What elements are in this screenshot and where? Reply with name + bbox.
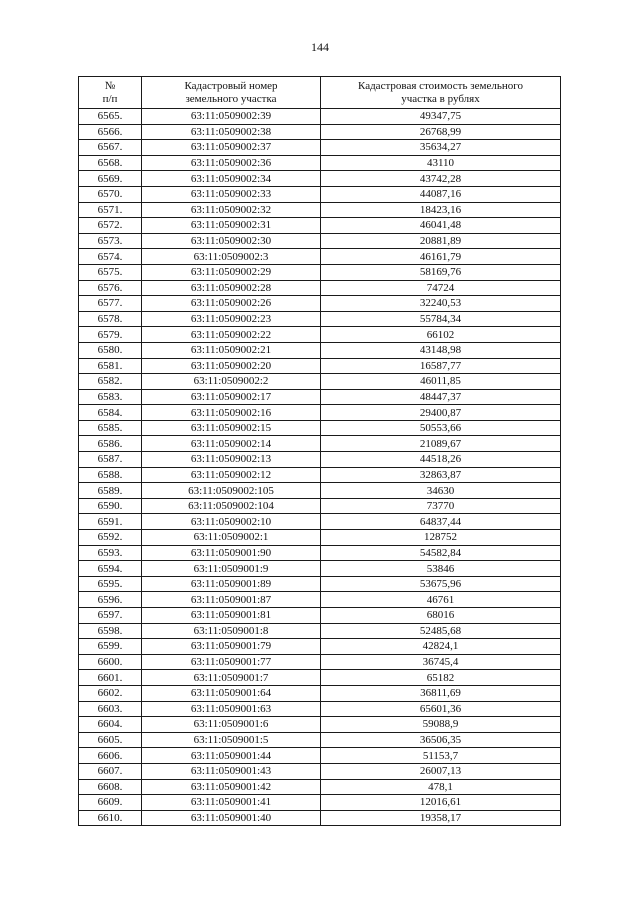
table-row	[79, 561, 561, 577]
row-number-cell: 6567.	[79, 140, 142, 156]
table-row	[79, 717, 561, 733]
row-number-cell: 6583.	[79, 389, 142, 405]
cadastral-value-cell: 48447,37	[321, 389, 561, 405]
cadastral-value-cell: 46041,48	[321, 218, 561, 234]
cadastral-number-cell: 63:11:0509002:29	[142, 264, 321, 280]
cadastral-number-cell: 63:11:0509002:26	[142, 296, 321, 312]
table-row	[79, 124, 561, 140]
table-row	[79, 186, 561, 202]
cadastral-value-cell: 21089,67	[321, 436, 561, 452]
cadastral-value-cell: 49347,75	[321, 109, 561, 125]
table-row	[79, 654, 561, 670]
table-row	[79, 109, 561, 125]
table-row	[79, 358, 561, 374]
table-row	[79, 140, 561, 156]
row-number-cell: 6568.	[79, 155, 142, 171]
cadastral-number-cell: 63:11:0509001:81	[142, 608, 321, 624]
cadastral-value-cell: 478,1	[321, 779, 561, 795]
cadastral-value-cell: 32863,87	[321, 467, 561, 483]
table-row	[79, 374, 561, 390]
table-row	[79, 748, 561, 764]
cadastral-value-cell: 32240,53	[321, 296, 561, 312]
table-row	[79, 670, 561, 686]
table-row	[79, 779, 561, 795]
cadastral-number-cell: 63:11:0509002:34	[142, 171, 321, 187]
row-number-cell: 6592.	[79, 530, 142, 546]
cadastral-value-cell: 42824,1	[321, 639, 561, 655]
cadastral-value-cell: 44518,26	[321, 452, 561, 468]
cadastral-number-cell: 63:11:0509001:77	[142, 654, 321, 670]
table-row	[79, 218, 561, 234]
cadastral-number-cell: 63:11:0509002:13	[142, 452, 321, 468]
cadastral-number-cell: 63:11:0509002:17	[142, 389, 321, 405]
cadastral-value-cell: 46161,79	[321, 249, 561, 265]
cadastral-number-cell: 63:11:0509002:104	[142, 498, 321, 514]
cadastral-number-cell: 63:11:0509001:40	[142, 810, 321, 826]
row-number-cell: 6594.	[79, 561, 142, 577]
row-number-cell: 6598.	[79, 623, 142, 639]
table-row	[79, 592, 561, 608]
header-cadastral-number-line2: земельного участка	[185, 92, 277, 105]
cadastral-value-cell: 65182	[321, 670, 561, 686]
row-number-cell: 6593.	[79, 545, 142, 561]
row-number-cell: 6595.	[79, 576, 142, 592]
row-number-cell: 6603.	[79, 701, 142, 717]
cadastral-number-cell: 63:11:0509002:31	[142, 218, 321, 234]
cadastral-number-cell: 63:11:0509001:42	[142, 779, 321, 795]
cadastral-number-cell: 63:11:0509002:2	[142, 374, 321, 390]
table-row	[79, 810, 561, 826]
row-number-cell: 6601.	[79, 670, 142, 686]
table-row	[79, 467, 561, 483]
cadastral-value-cell: 53675,96	[321, 576, 561, 592]
cadastral-number-cell: 63:11:0509001:44	[142, 748, 321, 764]
cadastral-value-cell: 51153,7	[321, 748, 561, 764]
row-number-cell: 6578.	[79, 311, 142, 327]
cadastral-number-cell: 63:11:0509001:87	[142, 592, 321, 608]
page-number: 144	[311, 40, 329, 54]
table-row	[79, 296, 561, 312]
cadastral-number-cell: 63:11:0509001:8	[142, 623, 321, 639]
table-row	[79, 530, 561, 546]
header-cadastral-value-line2: участка в рублях	[401, 92, 480, 105]
row-number-cell: 6585.	[79, 420, 142, 436]
cadastral-number-cell: 63:11:0509002:39	[142, 109, 321, 125]
table-header-row	[79, 77, 561, 109]
header-row-number-line1: №	[104, 79, 116, 92]
cadastral-number-cell: 63:11:0509002:38	[142, 124, 321, 140]
header-cadastral-value-line1: Кадастровая стоимость земельного	[358, 79, 523, 92]
row-number-cell: 6607.	[79, 763, 142, 779]
cadastral-number-cell: 63:11:0509001:9	[142, 561, 321, 577]
cadastral-value-cell: 16587,77	[321, 358, 561, 374]
cadastral-value-cell: 34630	[321, 483, 561, 499]
cadastral-value-cell: 43148,98	[321, 342, 561, 358]
table-row	[79, 249, 561, 265]
cadastral-value-cell: 44087,16	[321, 186, 561, 202]
cadastral-value-cell: 46761	[321, 592, 561, 608]
cadastral-number-cell: 63:11:0509001:7	[142, 670, 321, 686]
row-number-cell: 6574.	[79, 249, 142, 265]
cadastral-value-cell: 54582,84	[321, 545, 561, 561]
cadastral-value-table	[78, 76, 561, 826]
cadastral-number-cell: 63:11:0509001:5	[142, 732, 321, 748]
cadastral-number-cell: 63:11:0509001:6	[142, 717, 321, 733]
row-number-cell: 6565.	[79, 109, 142, 125]
row-number-cell: 6602.	[79, 685, 142, 701]
row-number-cell: 6600.	[79, 654, 142, 670]
row-number-cell: 6566.	[79, 124, 142, 140]
cadastral-value-cell: 128752	[321, 530, 561, 546]
cadastral-number-cell: 63:11:0509002:22	[142, 327, 321, 343]
cadastral-value-cell: 52485,68	[321, 623, 561, 639]
row-number-cell: 6596.	[79, 592, 142, 608]
row-number-cell: 6572.	[79, 218, 142, 234]
row-number-cell: 6586.	[79, 436, 142, 452]
cadastral-value-cell: 58169,76	[321, 264, 561, 280]
cadastral-value-cell: 55784,34	[321, 311, 561, 327]
row-number-cell: 6580.	[79, 342, 142, 358]
row-number-cell: 6599.	[79, 639, 142, 655]
row-number-cell: 6571.	[79, 202, 142, 218]
cadastral-number-cell: 63:11:0509002:33	[142, 186, 321, 202]
table-row	[79, 576, 561, 592]
header-row-number-line2: п/п	[102, 92, 118, 105]
cadastral-value-cell: 66102	[321, 327, 561, 343]
row-number-cell: 6575.	[79, 264, 142, 280]
row-number-cell: 6590.	[79, 498, 142, 514]
table-row	[79, 701, 561, 717]
cadastral-value-cell: 26768,99	[321, 124, 561, 140]
header-row-number	[79, 77, 142, 109]
table-row	[79, 311, 561, 327]
table-row	[79, 171, 561, 187]
cadastral-value-cell: 74724	[321, 280, 561, 296]
cadastral-value-cell: 68016	[321, 608, 561, 624]
cadastral-number-cell: 63:11:0509001:43	[142, 763, 321, 779]
table-row	[79, 420, 561, 436]
cadastral-value-cell: 73770	[321, 498, 561, 514]
table-row	[79, 280, 561, 296]
row-number-cell: 6609.	[79, 795, 142, 811]
header-cadastral-number	[142, 77, 321, 109]
cadastral-value-cell: 12016,61	[321, 795, 561, 811]
row-number-cell: 6606.	[79, 748, 142, 764]
row-number-cell: 6584.	[79, 405, 142, 421]
cadastral-number-cell: 63:11:0509002:37	[142, 140, 321, 156]
cadastral-number-cell: 63:11:0509001:90	[142, 545, 321, 561]
table-row	[79, 795, 561, 811]
row-number-cell: 6589.	[79, 483, 142, 499]
cadastral-number-cell: 63:11:0509002:12	[142, 467, 321, 483]
row-number-cell: 6605.	[79, 732, 142, 748]
table-row	[79, 327, 561, 343]
cadastral-number-cell: 63:11:0509002:16	[142, 405, 321, 421]
row-number-cell: 6591.	[79, 514, 142, 530]
table-row	[79, 732, 561, 748]
table-row	[79, 623, 561, 639]
cadastral-number-cell: 63:11:0509002:30	[142, 233, 321, 249]
cadastral-value-cell: 43742,28	[321, 171, 561, 187]
cadastral-number-cell: 63:11:0509001:63	[142, 701, 321, 717]
table-body	[79, 109, 561, 826]
row-number-cell: 6604.	[79, 717, 142, 733]
cadastral-value-cell: 43110	[321, 155, 561, 171]
table-row	[79, 155, 561, 171]
cadastral-value-cell: 64837,44	[321, 514, 561, 530]
table-row	[79, 264, 561, 280]
table-row	[79, 483, 561, 499]
table-row	[79, 342, 561, 358]
row-number-cell: 6581.	[79, 358, 142, 374]
cadastral-number-cell: 63:11:0509002:20	[142, 358, 321, 374]
table-row	[79, 685, 561, 701]
cadastral-value-cell: 36745,4	[321, 654, 561, 670]
cadastral-number-cell: 63:11:0509002:1	[142, 530, 321, 546]
row-number-cell: 6597.	[79, 608, 142, 624]
cadastral-number-cell: 63:11:0509001:64	[142, 685, 321, 701]
cadastral-number-cell: 63:11:0509002:3	[142, 249, 321, 265]
cadastral-value-cell: 26007,13	[321, 763, 561, 779]
cadastral-value-cell: 46011,85	[321, 374, 561, 390]
row-number-cell: 6579.	[79, 327, 142, 343]
cadastral-number-cell: 63:11:0509002:21	[142, 342, 321, 358]
table-row	[79, 514, 561, 530]
cadastral-number-cell: 63:11:0509001:41	[142, 795, 321, 811]
table-row	[79, 389, 561, 405]
cadastral-number-cell: 63:11:0509002:28	[142, 280, 321, 296]
cadastral-number-cell: 63:11:0509002:23	[142, 311, 321, 327]
cadastral-value-cell: 19358,17	[321, 810, 561, 826]
row-number-cell: 6582.	[79, 374, 142, 390]
row-number-cell: 6570.	[79, 186, 142, 202]
table-row	[79, 202, 561, 218]
cadastral-value-cell: 29400,87	[321, 405, 561, 421]
row-number-cell: 6587.	[79, 452, 142, 468]
row-number-cell: 6577.	[79, 296, 142, 312]
cadastral-number-cell: 63:11:0509002:15	[142, 420, 321, 436]
table-row	[79, 498, 561, 514]
cadastral-value-cell: 65601,36	[321, 701, 561, 717]
row-number-cell: 6608.	[79, 779, 142, 795]
cadastral-number-cell: 63:11:0509002:32	[142, 202, 321, 218]
table-row	[79, 763, 561, 779]
cadastral-number-cell: 63:11:0509002:10	[142, 514, 321, 530]
header-cadastral-value	[321, 77, 561, 109]
cadastral-number-cell: 63:11:0509002:14	[142, 436, 321, 452]
table-row	[79, 233, 561, 249]
cadastral-value-cell: 18423,16	[321, 202, 561, 218]
table-row	[79, 436, 561, 452]
cadastral-value-cell: 35634,27	[321, 140, 561, 156]
header-cadastral-number-line1: Кадастровый номер	[184, 79, 278, 92]
table-row	[79, 639, 561, 655]
cadastral-value-cell: 20881,89	[321, 233, 561, 249]
cadastral-value-cell: 36811,69	[321, 685, 561, 701]
cadastral-number-cell: 63:11:0509001:79	[142, 639, 321, 655]
table-row	[79, 545, 561, 561]
row-number-cell: 6569.	[79, 171, 142, 187]
cadastral-value-cell: 50553,66	[321, 420, 561, 436]
cadastral-number-cell: 63:11:0509001:89	[142, 576, 321, 592]
table-row	[79, 452, 561, 468]
cadastral-number-cell: 63:11:0509002:105	[142, 483, 321, 499]
row-number-cell: 6588.	[79, 467, 142, 483]
row-number-cell: 6576.	[79, 280, 142, 296]
cadastral-number-cell: 63:11:0509002:36	[142, 155, 321, 171]
cadastral-value-cell: 53846	[321, 561, 561, 577]
table-row	[79, 405, 561, 421]
cadastral-value-cell: 59088,9	[321, 717, 561, 733]
table-row	[79, 608, 561, 624]
row-number-cell: 6610.	[79, 810, 142, 826]
cadastral-value-cell: 36506,35	[321, 732, 561, 748]
row-number-cell: 6573.	[79, 233, 142, 249]
